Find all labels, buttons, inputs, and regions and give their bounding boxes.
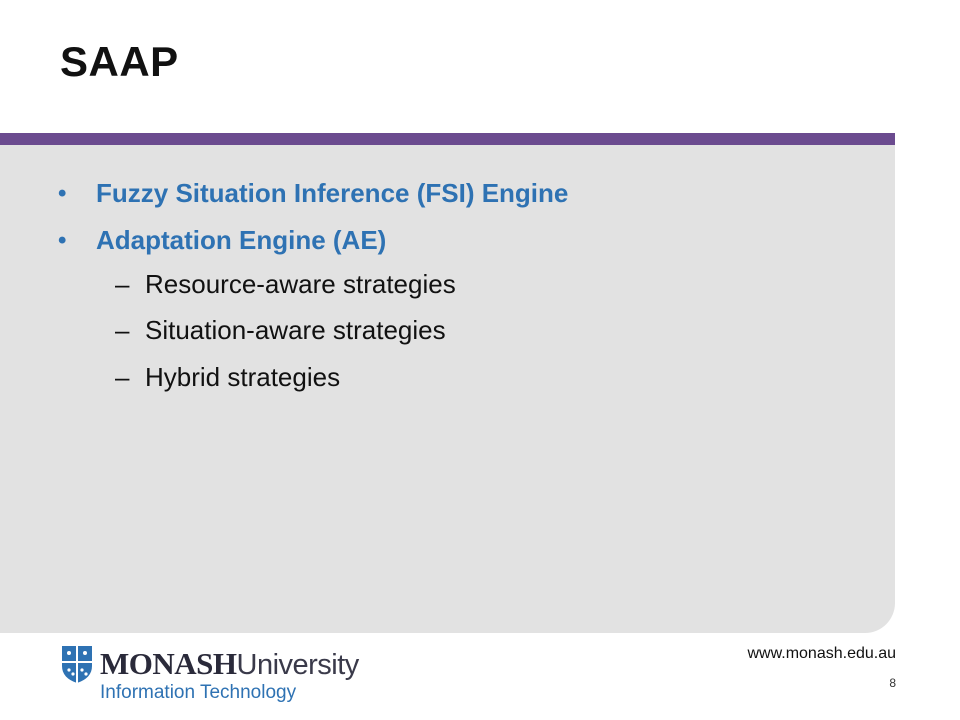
sub-bullet-text: Situation-aware strategies <box>145 315 446 345</box>
bullet-text: Fuzzy Situation Inference (FSI) Engine <box>96 178 569 208</box>
slide-title: SAAP <box>60 38 179 85</box>
logo-subtitle: Information Technology <box>100 682 297 703</box>
bullet-item <box>58 178 568 209</box>
logo-name-strong: MONASH <box>100 646 237 681</box>
sub-bullet-marker: – <box>115 315 130 345</box>
page-number: 8 <box>889 676 896 690</box>
sub-bullet-marker: – <box>115 362 130 392</box>
bullet-item <box>58 225 386 256</box>
title-divider-bar <box>0 133 895 145</box>
monash-crest-icon <box>60 644 94 684</box>
footer-url: www.monash.edu.au <box>747 645 896 662</box>
bullet-text: Adaptation Engine (AE) <box>96 225 387 255</box>
monash-logo <box>60 644 380 704</box>
content-panel <box>0 145 895 633</box>
bullet-marker: • <box>58 226 67 254</box>
sub-bullet-text: Hybrid strategies <box>145 362 341 392</box>
sub-bullet-text: Resource-aware strategies <box>145 269 456 299</box>
sub-bullet-item <box>115 315 446 346</box>
logo-wordmark <box>100 646 359 683</box>
sub-bullet-marker: – <box>115 269 130 299</box>
logo-name-light: University <box>236 649 359 681</box>
sub-bullet-item <box>115 269 456 300</box>
sub-bullet-item <box>115 362 340 393</box>
bullet-marker: • <box>58 179 67 207</box>
